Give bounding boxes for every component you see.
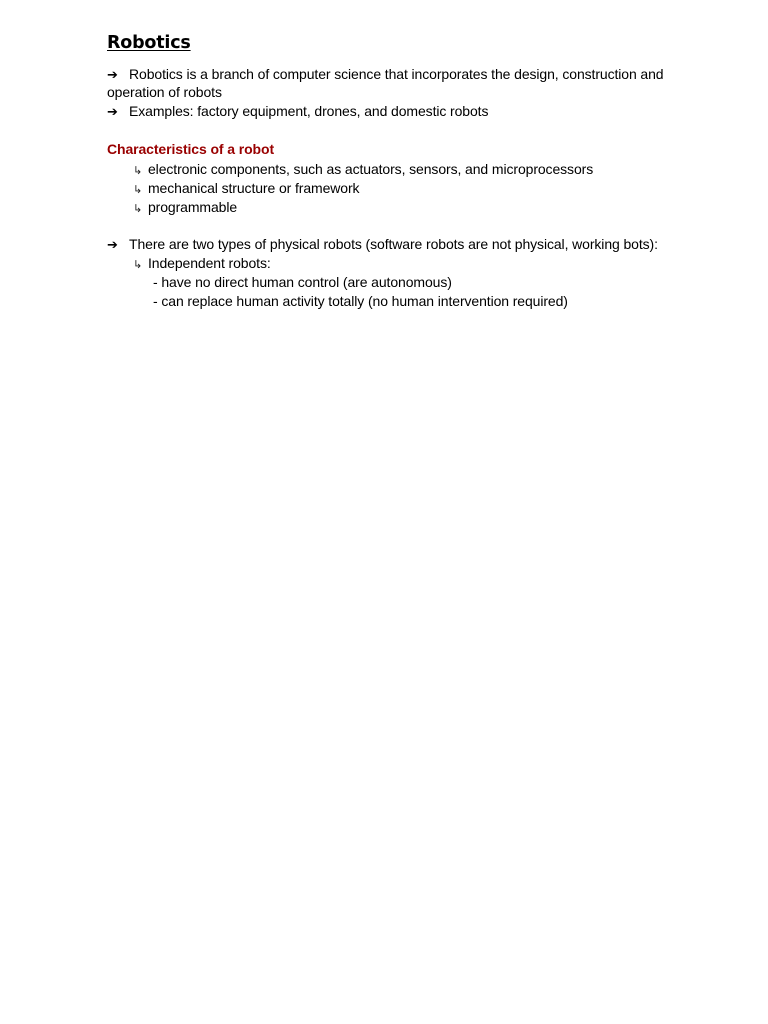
characteristic-item [133, 198, 237, 218]
characteristic-item [133, 179, 359, 199]
intro-text-2: Examples: factory equipment, drones, and domestic robots [129, 103, 489, 119]
types-bullet [107, 235, 658, 254]
arrow-icon: ➔ [107, 67, 118, 82]
types-detail: - can replace human activity totally (no human intervention required) [153, 293, 568, 309]
intro-text-1: Robotics is a branch of computer science that incorporates the design, construction and [129, 66, 664, 82]
arrow-icon: ➔ [107, 104, 118, 119]
sub-arrow-icon: ↳ [133, 259, 143, 271]
page-title: Robotics [107, 33, 191, 53]
types-detail: - have no direct human control (are autonomous) [153, 274, 452, 290]
characteristic-item [133, 160, 593, 180]
characteristic-text: electronic components, such as actuators, sensors, and microprocessors [148, 161, 594, 177]
characteristics-heading: Characteristics of a robot [107, 141, 274, 157]
types-subitem-text: Independent robots: [148, 255, 271, 271]
sub-arrow-icon: ↳ [133, 184, 143, 196]
types-subitem [133, 254, 271, 274]
intro-bullet-2 [107, 102, 488, 121]
arrow-icon: ➔ [107, 237, 118, 252]
intro-bullet-1 [107, 65, 664, 84]
sub-arrow-icon: ↳ [133, 165, 143, 177]
sub-arrow-icon: ↳ [133, 203, 143, 215]
intro-bullet-1-continuation: operation of robots [107, 84, 222, 100]
types-text: There are two types of physical robots (software robots are not physical, working bots): [129, 236, 658, 252]
characteristic-text: mechanical structure or framework [148, 180, 360, 196]
characteristic-text: programmable [148, 199, 238, 215]
